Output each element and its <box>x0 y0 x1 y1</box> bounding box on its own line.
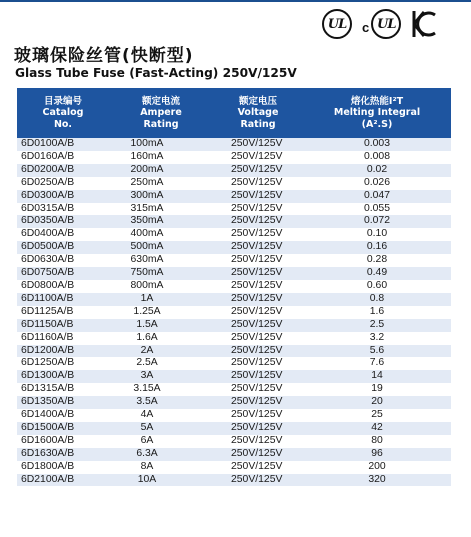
ampere-cell: 315mA <box>109 203 213 216</box>
voltage-cell: 250V/125V <box>213 228 303 241</box>
voltage-cell: 250V/125V <box>213 461 303 474</box>
catalog-cell: 6D1630A/B <box>17 448 109 461</box>
melting-integral-cell: 0.49 <box>303 267 451 280</box>
ampere-cell: 100mA <box>109 138 213 151</box>
melting-integral-cell: 0.60 <box>303 280 451 293</box>
melting-integral-cell: 200 <box>303 461 451 474</box>
catalog-cell: 6D2100A/B <box>17 474 109 487</box>
header-voltage-en2: Rating <box>240 118 276 130</box>
cul-mark-icon <box>371 9 401 39</box>
header-melting-integral <box>303 88 451 138</box>
catalog-cell: 6D1200A/B <box>17 345 109 358</box>
table-row <box>17 422 451 435</box>
melting-integral-cell: 0.28 <box>303 254 451 267</box>
table-row <box>17 370 451 383</box>
header-melting-en: Melting Integral <box>333 107 421 119</box>
voltage-cell: 250V/125V <box>213 293 303 306</box>
header-ampere <box>109 88 213 138</box>
melting-integral-cell: 25 <box>303 409 451 422</box>
header-catalog-en2: No. <box>53 118 73 130</box>
voltage-cell: 250V/125V <box>213 396 303 409</box>
melting-integral-cell: 2.5 <box>303 319 451 332</box>
table-header-row <box>17 88 451 138</box>
ampere-cell: 750mA <box>109 267 213 280</box>
table-row <box>17 435 451 448</box>
table-row <box>17 215 451 228</box>
table-row <box>17 448 451 461</box>
voltage-cell: 250V/125V <box>213 383 303 396</box>
catalog-cell: 6D1600A/B <box>17 435 109 448</box>
voltage-cell: 250V/125V <box>213 319 303 332</box>
title-chinese: 玻璃保险丝管(快断型) <box>14 46 194 66</box>
catalog-cell: 6D0400A/B <box>17 228 109 241</box>
table-row <box>17 383 451 396</box>
table-row <box>17 190 451 203</box>
ampere-cell: 1.25A <box>109 306 213 319</box>
catalog-cell: 6D1350A/B <box>17 396 109 409</box>
catalog-cell: 6D0100A/B <box>17 138 109 151</box>
voltage-cell: 250V/125V <box>213 474 303 487</box>
table-row <box>17 177 451 190</box>
table-row <box>17 267 451 280</box>
ampere-cell: 400mA <box>109 228 213 241</box>
melting-integral-cell: 20 <box>303 396 451 409</box>
catalog-cell: 6D1500A/B <box>17 422 109 435</box>
ampere-cell: 4A <box>109 409 213 422</box>
table-row <box>17 409 451 422</box>
table-row <box>17 228 451 241</box>
voltage-cell: 250V/125V <box>213 254 303 267</box>
voltage-cell: 250V/125V <box>213 215 303 228</box>
cul-mark-text: UL <box>376 16 396 32</box>
header-catalog-en: Catalog <box>42 107 84 119</box>
voltage-cell: 250V/125V <box>213 190 303 203</box>
melting-integral-cell: 0.02 <box>303 164 451 177</box>
table-row <box>17 332 451 345</box>
ampere-cell: 250mA <box>109 177 213 190</box>
melting-integral-cell: 3.2 <box>303 332 451 345</box>
table-row <box>17 396 451 409</box>
voltage-cell: 250V/125V <box>213 241 303 254</box>
table-row <box>17 357 451 370</box>
header-catalog <box>17 88 109 138</box>
catalog-cell: 6D1800A/B <box>17 461 109 474</box>
melting-integral-cell: 42 <box>303 422 451 435</box>
table-row <box>17 203 451 216</box>
header-voltage-cn: 额定电压 <box>238 95 277 107</box>
table-row <box>17 306 451 319</box>
catalog-cell: 6D0630A/B <box>17 254 109 267</box>
fuse-spec-table <box>17 88 451 486</box>
voltage-cell: 250V/125V <box>213 164 303 177</box>
top-rule <box>0 0 471 2</box>
header-ampere-cn: 额定电流 <box>141 95 180 107</box>
ampere-cell: 1.6A <box>109 332 213 345</box>
catalog-cell: 6D1125A/B <box>17 306 109 319</box>
voltage-cell: 250V/125V <box>213 422 303 435</box>
voltage-cell: 250V/125V <box>213 409 303 422</box>
catalog-cell: 6D1300A/B <box>17 370 109 383</box>
ampere-cell: 3.15A <box>109 383 213 396</box>
catalog-cell: 6D0500A/B <box>17 241 109 254</box>
ul-mark-icon <box>322 9 352 39</box>
ampere-cell: 630mA <box>109 254 213 267</box>
voltage-cell: 250V/125V <box>213 203 303 216</box>
melting-integral-cell: 0.055 <box>303 203 451 216</box>
header-catalog-cn: 目录编号 <box>43 95 82 107</box>
melting-integral-cell: 80 <box>303 435 451 448</box>
catalog-cell: 6D0315A/B <box>17 203 109 216</box>
header-melting-en2: (A².S) <box>361 118 393 130</box>
melting-integral-cell: 320 <box>303 474 451 487</box>
ampere-cell: 800mA <box>109 280 213 293</box>
catalog-cell: 6D0160A/B <box>17 151 109 164</box>
voltage-cell: 250V/125V <box>213 435 303 448</box>
ampere-cell: 350mA <box>109 215 213 228</box>
title-english: Glass Tube Fuse (Fast-Acting) 250V/125V <box>15 66 297 80</box>
melting-integral-cell: 5.6 <box>303 345 451 358</box>
catalog-cell: 6D0250A/B <box>17 177 109 190</box>
catalog-cell: 6D1150A/B <box>17 319 109 332</box>
ampere-cell: 1A <box>109 293 213 306</box>
melting-integral-cell: 96 <box>303 448 451 461</box>
ampere-cell: 200mA <box>109 164 213 177</box>
ampere-cell: 1.5A <box>109 319 213 332</box>
table-row <box>17 164 451 177</box>
ampere-cell: 2.5A <box>109 357 213 370</box>
catalog-cell: 6D0200A/B <box>17 164 109 177</box>
voltage-cell: 250V/125V <box>213 345 303 358</box>
voltage-cell: 250V/125V <box>213 448 303 461</box>
table-row <box>17 241 451 254</box>
voltage-cell: 250V/125V <box>213 151 303 164</box>
melting-integral-cell: 0.026 <box>303 177 451 190</box>
voltage-cell: 250V/125V <box>213 177 303 190</box>
voltage-cell: 250V/125V <box>213 357 303 370</box>
melting-integral-cell: 0.008 <box>303 151 451 164</box>
catalog-cell: 6D0300A/B <box>17 190 109 203</box>
catalog-cell: 6D1100A/B <box>17 293 109 306</box>
voltage-cell: 250V/125V <box>213 370 303 383</box>
header-voltage <box>213 88 303 138</box>
melting-integral-cell: 0.10 <box>303 228 451 241</box>
ampere-cell: 5A <box>109 422 213 435</box>
catalog-cell: 6D0800A/B <box>17 280 109 293</box>
melting-integral-cell: 0.072 <box>303 215 451 228</box>
table-row <box>17 293 451 306</box>
header-voltage-en: Voltage <box>237 107 279 119</box>
header-melting-cn: 熔化热能I²T <box>350 95 404 107</box>
melting-integral-cell: 0.003 <box>303 138 451 151</box>
table-row <box>17 280 451 293</box>
catalog-cell: 6D1400A/B <box>17 409 109 422</box>
header-ampere-en: Ampere <box>140 107 182 119</box>
ampere-cell: 300mA <box>109 190 213 203</box>
ampere-cell: 2A <box>109 345 213 358</box>
melting-integral-cell: 1.6 <box>303 306 451 319</box>
header-ampere-en2: Rating <box>143 118 179 130</box>
melting-integral-cell: 0.8 <box>303 293 451 306</box>
voltage-cell: 250V/125V <box>213 138 303 151</box>
melting-integral-cell: 7.6 <box>303 357 451 370</box>
ampere-cell: 3A <box>109 370 213 383</box>
melting-integral-cell: 0.16 <box>303 241 451 254</box>
melting-integral-cell: 14 <box>303 370 451 383</box>
voltage-cell: 250V/125V <box>213 332 303 345</box>
ampere-cell: 160mA <box>109 151 213 164</box>
ampere-cell: 6A <box>109 435 213 448</box>
melting-integral-cell: 0.047 <box>303 190 451 203</box>
catalog-cell: 6D1315A/B <box>17 383 109 396</box>
kc-mark-icon <box>411 9 437 39</box>
catalog-cell: 6D0350A/B <box>17 215 109 228</box>
ampere-cell: 8A <box>109 461 213 474</box>
ampere-cell: 10A <box>109 474 213 487</box>
ampere-cell: 3.5A <box>109 396 213 409</box>
ul-mark-text: UL <box>327 16 347 32</box>
cul-c-letter: c <box>362 19 370 35</box>
table-row <box>17 319 451 332</box>
catalog-cell: 6D1160A/B <box>17 332 109 345</box>
voltage-cell: 250V/125V <box>213 280 303 293</box>
table-row <box>17 474 451 487</box>
table-row <box>17 461 451 474</box>
ampere-cell: 6.3A <box>109 448 213 461</box>
table-row <box>17 345 451 358</box>
catalog-cell: 6D1250A/B <box>17 357 109 370</box>
catalog-cell: 6D0750A/B <box>17 267 109 280</box>
table-row <box>17 254 451 267</box>
voltage-cell: 250V/125V <box>213 267 303 280</box>
certification-marks <box>322 9 437 39</box>
ampere-cell: 500mA <box>109 241 213 254</box>
table-row <box>17 138 451 151</box>
voltage-cell: 250V/125V <box>213 306 303 319</box>
melting-integral-cell: 19 <box>303 383 451 396</box>
table-row <box>17 151 451 164</box>
